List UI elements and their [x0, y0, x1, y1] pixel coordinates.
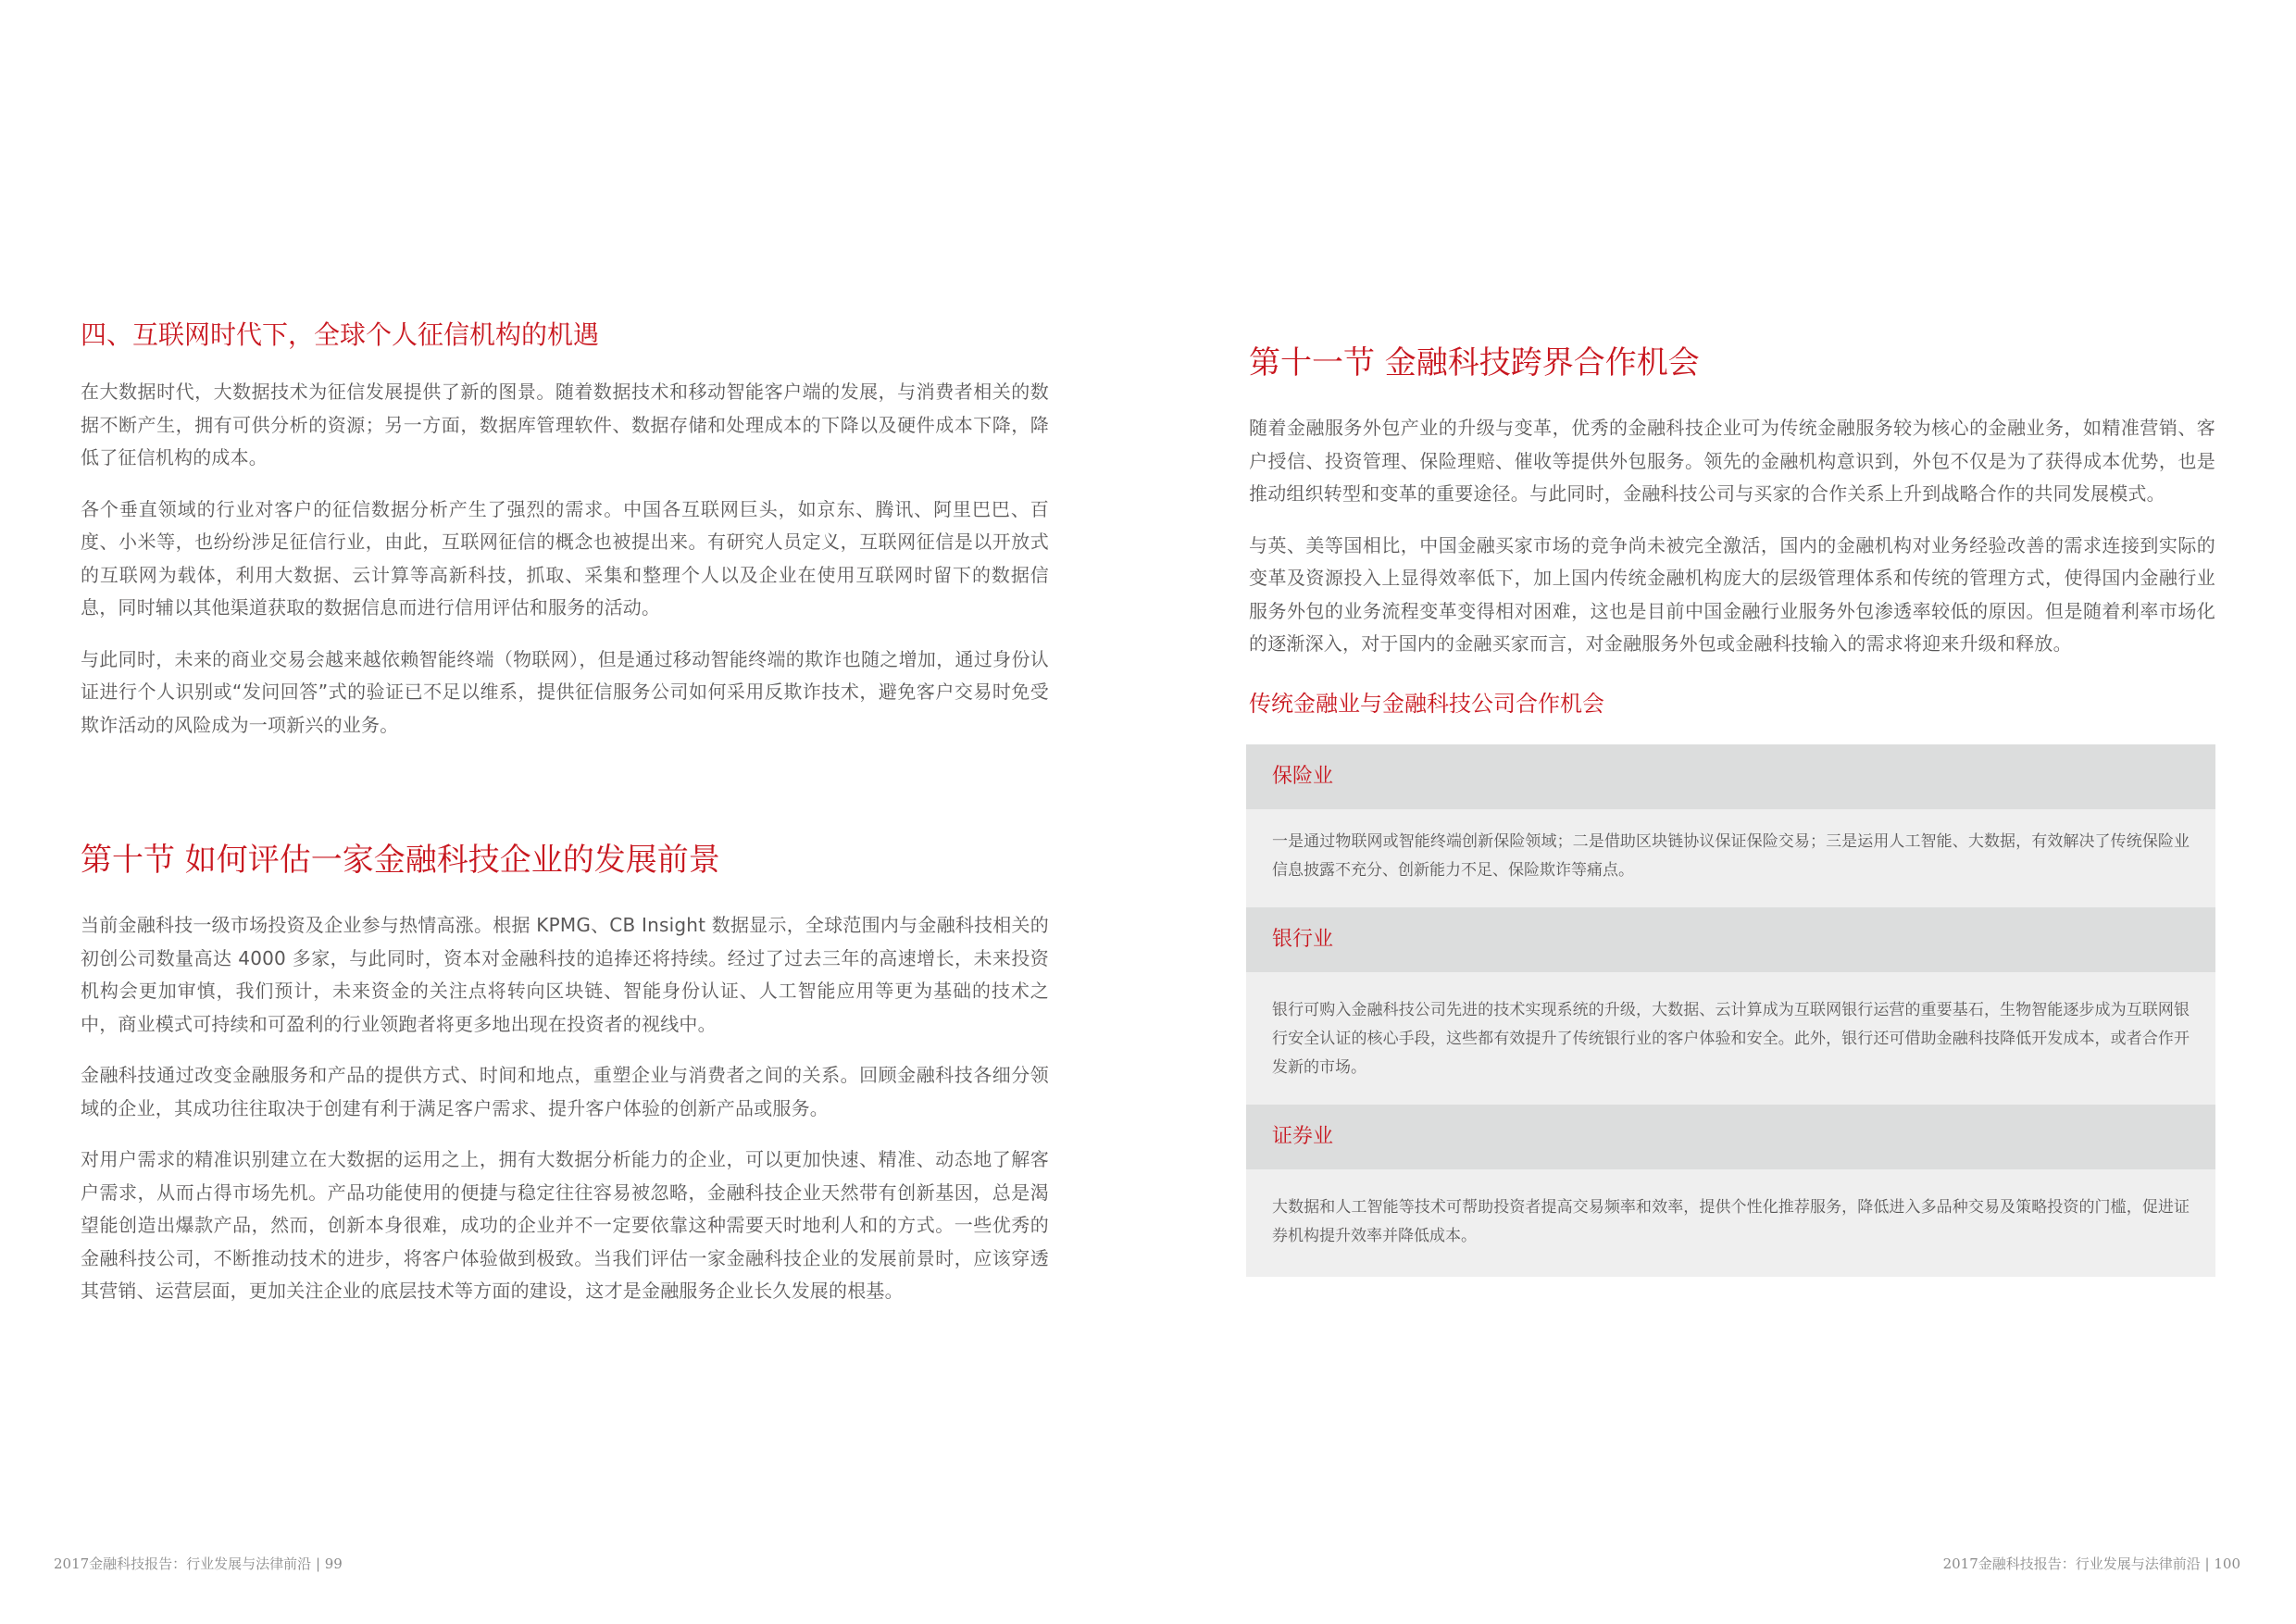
cooperation-table [1246, 744, 2215, 1277]
row-body-banking: 银行可购入金融科技公司先进的技术实现系统的升级，大数据、云计算成为互联网银行运营的重要基石，生物智能逐步成为互联网银行安全认证的核心手段，这些都有效提升了传统银行业的客户体验和安全。此外，银行还可借助金融科技降低开发成本，或者合作开发新的市场。 [1246, 972, 2215, 1105]
row-header-insurance: 保险业 [1246, 744, 2215, 809]
paragraph: 随着金融服务外包产业的升级与变革，优秀的金融科技企业可为传统金融服务较为核心的金融业务，如精准营销、客户授信、投资管理、保险理赔、催收等提供外包服务。领先的金融机构意识到，外包不仅是为了获得成本优势，也是推动组织转型和变革的重要途径。与此同时，金融科技公司与买家的合作关系上升到战略合作的共同发展模式。 [1249, 417, 2215, 505]
paragraph: 金融科技通过改变金融服务和产品的提供方式、时间和地点，重塑企业与消费者之间的关系。回顾金融科技各细分领域的企业，其成功往往取决于创建有利于满足客户需求、提升客户体验的创新产品或服务。 [81, 1064, 1049, 1119]
page-footer-left: 2017金融科技报告：行业发展与法律前沿 | 99 [54, 1555, 343, 1572]
paragraph: 各个垂直领域的行业对客户的征信数据分析产生了强烈的需求。中国各互联网巨头，如京东、腾讯、阿里巴巴、百度、小米等，也纷纷涉足征信行业，由此，互联网征信的概念也被提出来。有研究人员定义，互联网征信是以开放式的互联网为载体，利用大数据、云计算等高新科技，抓取、采集和整理个人以及企业在使用互联网时留下的数据信息，同时辅以其他渠道获取的数据信息而进行信用评估和服务的活动。 [81, 497, 1049, 618]
subsection-body [81, 376, 1049, 760]
row-header-banking: 银行业 [1246, 907, 2215, 972]
paragraph: 与此同时，未来的商业交易会越来越依赖智能终端（物联网），但是通过移动智能终端的欺诈也随之增加，通过身份认证进行个人识别或“发问回答”式的验证已不足以维系，提供征信服务公司如何采用反欺诈技术，避免客户交易时免受欺诈活动的风险成为一项新兴的业务。 [81, 647, 1049, 736]
page-footer-right: 2017金融科技报告：行业发展与法律前沿 | 100 [1942, 1555, 2240, 1572]
row-body-insurance: 一是通过物联网或智能终端创新保险领域；二是借助区块链协议保证保险交易；三是运用人工智能、大数据，有效解决了传统保险业信息披露不充分、创新能力不足、保险欺诈等痛点。 [1246, 809, 2215, 907]
section-10-body [81, 909, 1049, 1327]
row-header-securities: 证券业 [1246, 1105, 2215, 1169]
section-title-11: 第十一节 金融科技跨界合作机会 [1249, 344, 1700, 381]
table-title: 传统金融业与金融科技公司合作机会 [1249, 691, 1604, 717]
subsection-title: 四、互联网时代下，全球个人征信机构的机遇 [81, 319, 600, 350]
paragraph: 当前金融科技一级市场投资及企业参与热情高涨。根据 KPMG、CB Insight 数据显示，全球范围内与金融科技相关的初创公司数量高达 4000 多家，与此同时，资本对金融科技的追捧还将持续。经过了过去三年的高速增长，未来投资机构会更加审慎，我们预计，未来资金的关注点将转向区块链、智能身份认证、人工智能应用等更为基础的技术之中，商业模式可持续和可盈利的行业领跑者将更多地出现在投资者的视线中。 [81, 914, 1049, 1035]
section-11-body [1249, 412, 2215, 680]
paragraph: 在大数据时代，大数据技术为征信发展提供了新的图景。随着数据技术和移动智能客户端的发展，与消费者相关的数据不断产生，拥有可供分析的资源；另一方面，数据库管理软件、数据存储和处理成本的下降以及硬件成本下降，降低了征信机构的成本。 [81, 381, 1049, 468]
section-title-10: 第十节 如何评估一家金融科技企业的发展前景 [81, 842, 720, 879]
row-body-securities: 大数据和人工智能等技术可帮助投资者提高交易频率和效率，提供个性化推荐服务，降低进入多品种交易及策略投资的门槛，促进证券机构提升效率并降低成本。 [1246, 1169, 2215, 1277]
paragraph: 对用户需求的精准识别建立在大数据的运用之上，拥有大数据分析能力的企业，可以更加快速、精准、动态地了解客户需求，从而占得市场先机。产品功能使用的便捷与稳定往往容易被忽略，金融科技企业天然带有创新基因，总是渴望能创造出爆款产品，然而，创新本身很难，成功的企业并不一定要依靠这种需要天时地利人和的方式。一些优秀的金融科技公司，不断推动技术的进步，将客户体验做到极致。当我们评估一家金融科技企业的发展前景时，应该穿透其营销、运营层面，更加关注企业的底层技术等方面的建设，这才是金融服务企业长久发展的根基。 [81, 1148, 1049, 1302]
paragraph: 与英、美等国相比，中国金融买家市场的竞争尚未被完全激活，国内的金融机构对业务经验改善的需求连接到实际的变革及资源投入上显得效率低下，加上国内传统金融机构庞大的层级管理体系和传统的管理方式，使得国内金融行业服务外包的业务流程变革变得相对困难，这也是目前中国金融行业服务外包渗透率较低的原因。但是随着利率市场化的逐渐深入，对于国内的金融买家而言，对金融服务外包或金融科技输入的需求将迎来升级和释放。 [1249, 533, 2215, 655]
